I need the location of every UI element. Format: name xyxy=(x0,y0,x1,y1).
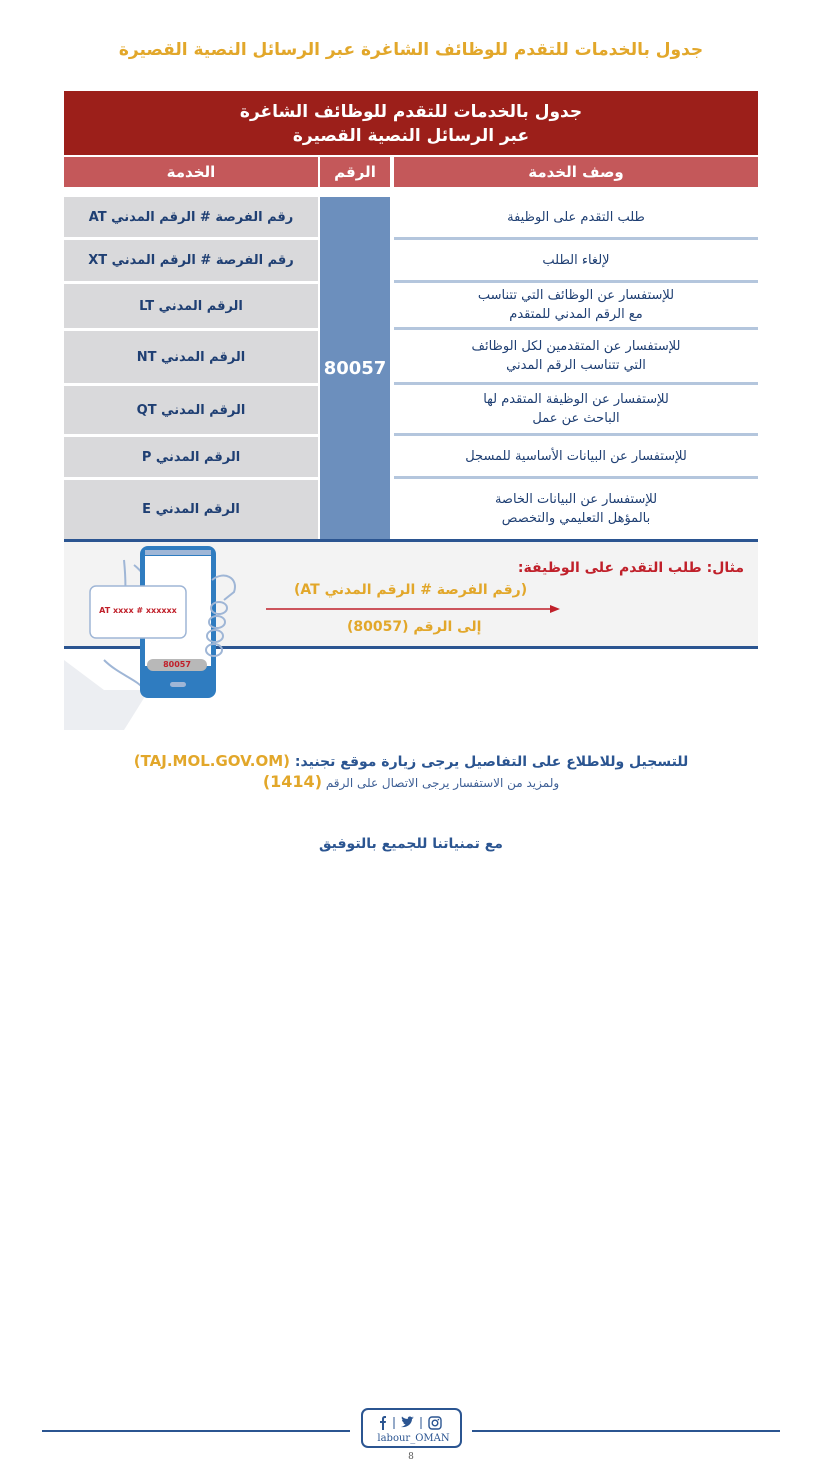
inquiry-info xyxy=(0,772,822,791)
service-code-cell: الرقم المدني P xyxy=(64,437,318,477)
service-code-cell: الرقم المدني E xyxy=(64,480,318,539)
service-description xyxy=(394,436,758,476)
website-link[interactable]: (TAJ.MOL.GOV.OM) xyxy=(133,752,291,770)
table-header-line2: عبر الرسائل النصية القصيرة xyxy=(292,126,530,146)
example-to-number: إلى الرقم (80057) xyxy=(347,619,482,635)
service-code-cell: الرقم المدني NT xyxy=(64,331,318,383)
registration-info xyxy=(0,752,822,770)
twitter-icon xyxy=(401,1416,414,1427)
sms-number-cell: 80057 xyxy=(320,197,390,539)
service-description xyxy=(394,240,758,280)
column-header-service: الخدمة xyxy=(64,157,318,187)
footer-divider xyxy=(42,1430,350,1432)
page-title: جدول بالخدمات للتقدم للوظائف الشاغرة عبر الرسائل النصية القصيرة xyxy=(118,40,704,60)
table-header-line1: جدول بالخدمات للتقدم للوظائف الشاغرة xyxy=(239,102,583,122)
service-code-cell: رقم الفرصة # الرقم المدني XT xyxy=(64,240,318,281)
phone-in-hand-icon xyxy=(64,540,244,732)
description-line: مع الرقم المدني للمتقدم xyxy=(509,307,643,322)
description-line: للإستفسار عن الوظائف التي تتناسب xyxy=(477,288,675,303)
description-line: طلب التقدم على الوظيفة xyxy=(507,209,645,225)
social-handle: labour_OMAN xyxy=(377,1433,450,1444)
description-line: لإلغاء الطلب xyxy=(542,252,610,268)
description-line: للإستفسار عن البيانات الأساسية للمسجل xyxy=(465,448,687,464)
service-description xyxy=(394,283,758,327)
description-line: للإستفسار عن المتقدمين لكل الوظائف xyxy=(471,339,681,354)
service-description xyxy=(394,197,758,237)
inquiry-text: ولمزيد من الاستفسار يرجى الاتصال على الرقم xyxy=(322,776,560,790)
description-line: للإستفسار عن البيانات الخاصة xyxy=(494,492,658,507)
phone-number: 80057 xyxy=(163,660,191,669)
table-header xyxy=(64,91,758,155)
service-code-cell: الرقم المدني LT xyxy=(64,284,318,328)
service-description xyxy=(394,479,758,539)
phone-message: AT xxxx # xxxxxx xyxy=(99,606,177,615)
description-line: الباحث عن عمل xyxy=(532,411,620,426)
hotline-number: (1414) xyxy=(262,772,322,791)
arrow-icon xyxy=(264,602,564,616)
registration-text: للتسجيل وللاطلاع على التفاصيل يرجى زيارة موقع تجنيد: xyxy=(290,754,689,770)
page-number: 8 xyxy=(408,1452,414,1462)
facebook-icon xyxy=(380,1416,386,1430)
service-code-cell: الرقم المدني QT xyxy=(64,386,318,434)
social-badge[interactable] xyxy=(361,1408,462,1448)
example-title: مثال: طلب التقدم على الوظيفة: xyxy=(517,560,744,576)
closing-message: مع تمنياتنا للجميع بالتوفيق xyxy=(319,836,503,852)
description-line: التي تتناسب الرقم المدني xyxy=(506,358,646,373)
instagram-icon xyxy=(429,1417,441,1429)
column-header-description: وصف الخدمة xyxy=(394,157,758,187)
service-code-cell: رقم الفرصة # الرقم المدني AT xyxy=(64,197,318,237)
description-line: بالمؤهل التعليمي والتخصص xyxy=(501,511,651,526)
service-description xyxy=(394,330,758,382)
column-header-number: الرقم xyxy=(320,157,390,187)
social-icons xyxy=(377,1415,451,1431)
footer-divider xyxy=(472,1430,780,1432)
example-format: (رقم الفرصة # الرقم المدني AT) xyxy=(294,582,528,598)
description-line: للإستفسار عن الوظيفة المتقدم لها xyxy=(483,392,669,407)
service-description xyxy=(394,385,758,433)
